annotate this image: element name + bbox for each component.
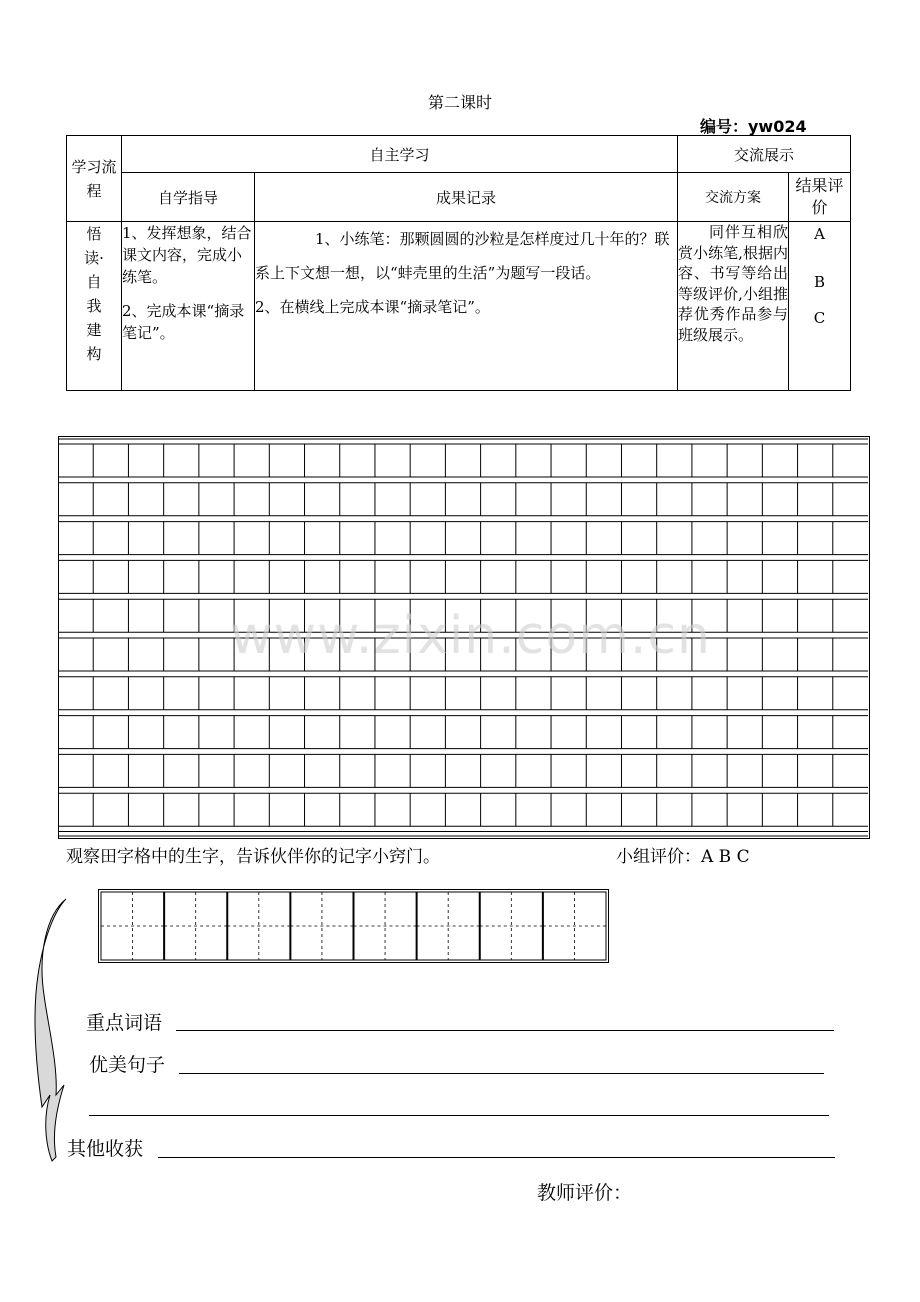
guide-header: 自学指导 <box>122 173 255 222</box>
good-sentences-label: 优美句子 <box>89 1054 166 1076</box>
plan-cell: 同伴互相欣赏小练笔,根据内容、书写等给出等级评价,小组推荐优秀作品参与班级展示。 <box>678 222 789 391</box>
scroll-arrow-icon <box>30 895 74 1175</box>
grades-cell <box>789 222 851 391</box>
key-words-line[interactable] <box>176 1030 834 1031</box>
eval-header: 结果评价 <box>789 173 851 222</box>
self-study-header: 自主学习 <box>122 136 678 173</box>
result-cell <box>255 222 678 391</box>
grade-c: C <box>813 309 826 327</box>
grade-b: B <box>814 273 826 291</box>
guide-item-1: 1、发挥想象，结合课文内容，完成小练笔。 <box>122 224 252 286</box>
tianzige-grid <box>98 889 609 963</box>
plan-header: 交流方案 <box>678 173 789 222</box>
teacher-eval: 教师评价： <box>537 1182 633 1204</box>
study-table <box>66 135 851 391</box>
guide-item-2: 2、完成本课“摘录笔记”。 <box>122 302 245 342</box>
other-gains-label: 其他收获 <box>67 1138 144 1160</box>
observe-instruction: 观察田字格中的生字，告诉伙伴你的记字小窍门。 <box>66 847 440 867</box>
exchange-header: 交流展示 <box>678 136 851 173</box>
result-item-1: 1、小练笔：那颗圆圆的沙粒是怎样度过几十年的？联系上下文想一想，以“蚌壳里的生活”为题写一段话。 <box>255 230 670 282</box>
group-eval: 小组评价：A B C <box>616 847 750 867</box>
grade-a: A <box>814 225 825 243</box>
guide-cell <box>122 222 255 391</box>
watermark: www.zixin.com.cn <box>230 606 711 666</box>
other-gains-line[interactable] <box>158 1157 835 1158</box>
key-words-label: 重点词语 <box>86 1012 163 1034</box>
good-sentences-line[interactable] <box>179 1073 824 1074</box>
good-sentences-line-2[interactable] <box>89 1115 829 1116</box>
document-code: 编号：yw024 <box>700 117 807 136</box>
result-header: 成果记录 <box>255 173 678 222</box>
flow-header: 学习流程 <box>67 136 122 222</box>
page-title: 第二课时 <box>427 93 492 112</box>
result-item-2: 2、在横线上完成本课“摘录笔记”。 <box>255 298 490 316</box>
row-label: 悟读·自我建构 <box>67 222 122 391</box>
